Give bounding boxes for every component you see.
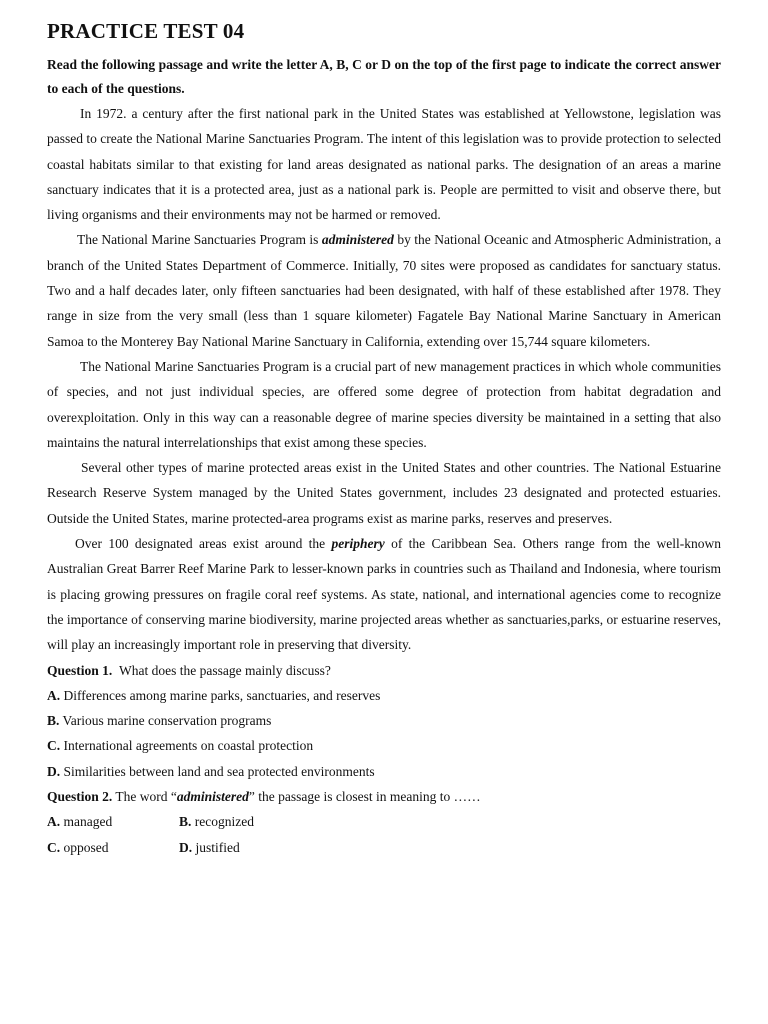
question-2-option-a[interactable] xyxy=(47,809,179,834)
question-1-option-b[interactable] xyxy=(47,708,721,733)
passage-paragraph-3: The National Marine Sanctuaries Program is a crucial part of new management practices in which whole communities of species, and not just individual species, are offered some degree of protection from habitat degradation and overexploitation. Only in this way can a reasonable degree of marine species diversity be maintained in a setting that also maintains the natural interrelationships that exist among these species. xyxy=(47,358,721,450)
question-2-option-d[interactable] xyxy=(179,835,240,860)
option-letter: A. xyxy=(47,687,61,703)
highlighted-word: administered xyxy=(176,789,249,805)
paragraph-text: of the Caribbean Sea. Others range from the well-known Australian Great Barrer Reef Marine Park to lesser-known parks in countries such as Thailand and Indonesia, where tourism is placing growing pressures on fragile coral reef systems. As state, national, and international agencies come to recognize the importance of conserving marine biodiversity, marine projected areas whether as sanctuaries,parks, or estuarine reserves, will play an increasingly important role in preserving that diversity. xyxy=(47,536,722,653)
option-text: International agreements on coastal protection xyxy=(63,738,314,754)
option-letter: D. xyxy=(179,839,193,855)
option-letter: D. xyxy=(47,763,61,779)
option-letter: A. xyxy=(47,814,61,830)
question-1-option-c[interactable] xyxy=(47,733,721,758)
option-text: opposed xyxy=(63,839,109,855)
question-label: Question 1. xyxy=(47,662,113,678)
option-text: Differences among marine parks, sanctuaries, and reserves xyxy=(63,687,381,703)
highlighted-word: administered xyxy=(321,232,394,248)
option-text: managed xyxy=(63,814,113,830)
question-text: What does the passage mainly discuss? xyxy=(119,662,331,678)
option-letter: C. xyxy=(47,738,61,754)
passage-paragraph-5 xyxy=(47,531,721,657)
option-text: Various marine conservation programs xyxy=(62,713,272,729)
question-2-option-c[interactable] xyxy=(47,835,179,860)
paragraph-text: Over 100 designated areas exist around the xyxy=(75,536,332,552)
question-2-options-row-1 xyxy=(47,809,721,834)
question-2 xyxy=(47,784,721,809)
question-2-options-row-2 xyxy=(47,835,721,860)
question-1 xyxy=(47,658,721,683)
passage-paragraph-2 xyxy=(47,227,721,353)
question-1-option-a[interactable] xyxy=(47,683,721,708)
passage-paragraph-4: Several other types of marine protected areas exist in the United States and other countries. The National Estuarine Research Reserve System managed by the United States government, includes 23 designated and protected estuaries. Outside the United States, marine protected-area programs exist as marine parks, reserves and preserves. xyxy=(47,460,721,526)
option-text: recognized xyxy=(194,814,254,830)
question-text: ” the passage is closest in meaning to …… xyxy=(248,789,481,805)
question-2-option-b[interactable] xyxy=(179,809,254,834)
option-letter: B. xyxy=(47,713,60,729)
page-title: PRACTICE TEST 04 xyxy=(47,19,245,43)
highlighted-word: periphery xyxy=(331,536,385,552)
option-letter: C. xyxy=(47,839,61,855)
question-text: The word “ xyxy=(115,789,177,805)
question-label: Question 2. xyxy=(47,789,113,805)
paragraph-text: The National Marine Sanctuaries Program is xyxy=(77,232,322,248)
option-text: justified xyxy=(195,839,240,855)
instructions: Read the following passage and write the letter A, B, C or D on the top of the first page to indicate the correct answer to each of the questions. xyxy=(47,57,721,96)
worksheet-page xyxy=(47,18,721,860)
option-letter: B. xyxy=(179,814,192,830)
option-text: Similarities between land and sea protected environments xyxy=(63,763,375,779)
paragraph-text: by the National Oceanic and Atmospheric Administration, a branch of the United States Department of Commerce. Initially, 70 sites were proposed as candidates for sanctuary status. Two and a half decades later, only fifteen sanctuaries had been designated, with half of these established after 1978. They range in size from the very small (less than 1 square kilometer) Fagatele Bay National Marine Sanctuary in American Samoa to the Monterey Bay National Marine Sanctuary in California, extending over 15,744 square kilometers. xyxy=(47,232,721,349)
passage-paragraph-1: In 1972. a century after the first national park in the United States was established at Yellowstone, legislation was passed to create the National Marine Sanctuaries Program. The intent of this legislation was to provide protection to selected coastal habitats similar to that existing for land areas designated as national parks. The designation of an areas a marine sanctuary indicates that it is a protected area, just as a national park is. People are permitted to visit and observe there, but living organisms and their environments may not be harmed or removed. xyxy=(47,106,721,223)
question-1-option-d[interactable] xyxy=(47,759,721,784)
